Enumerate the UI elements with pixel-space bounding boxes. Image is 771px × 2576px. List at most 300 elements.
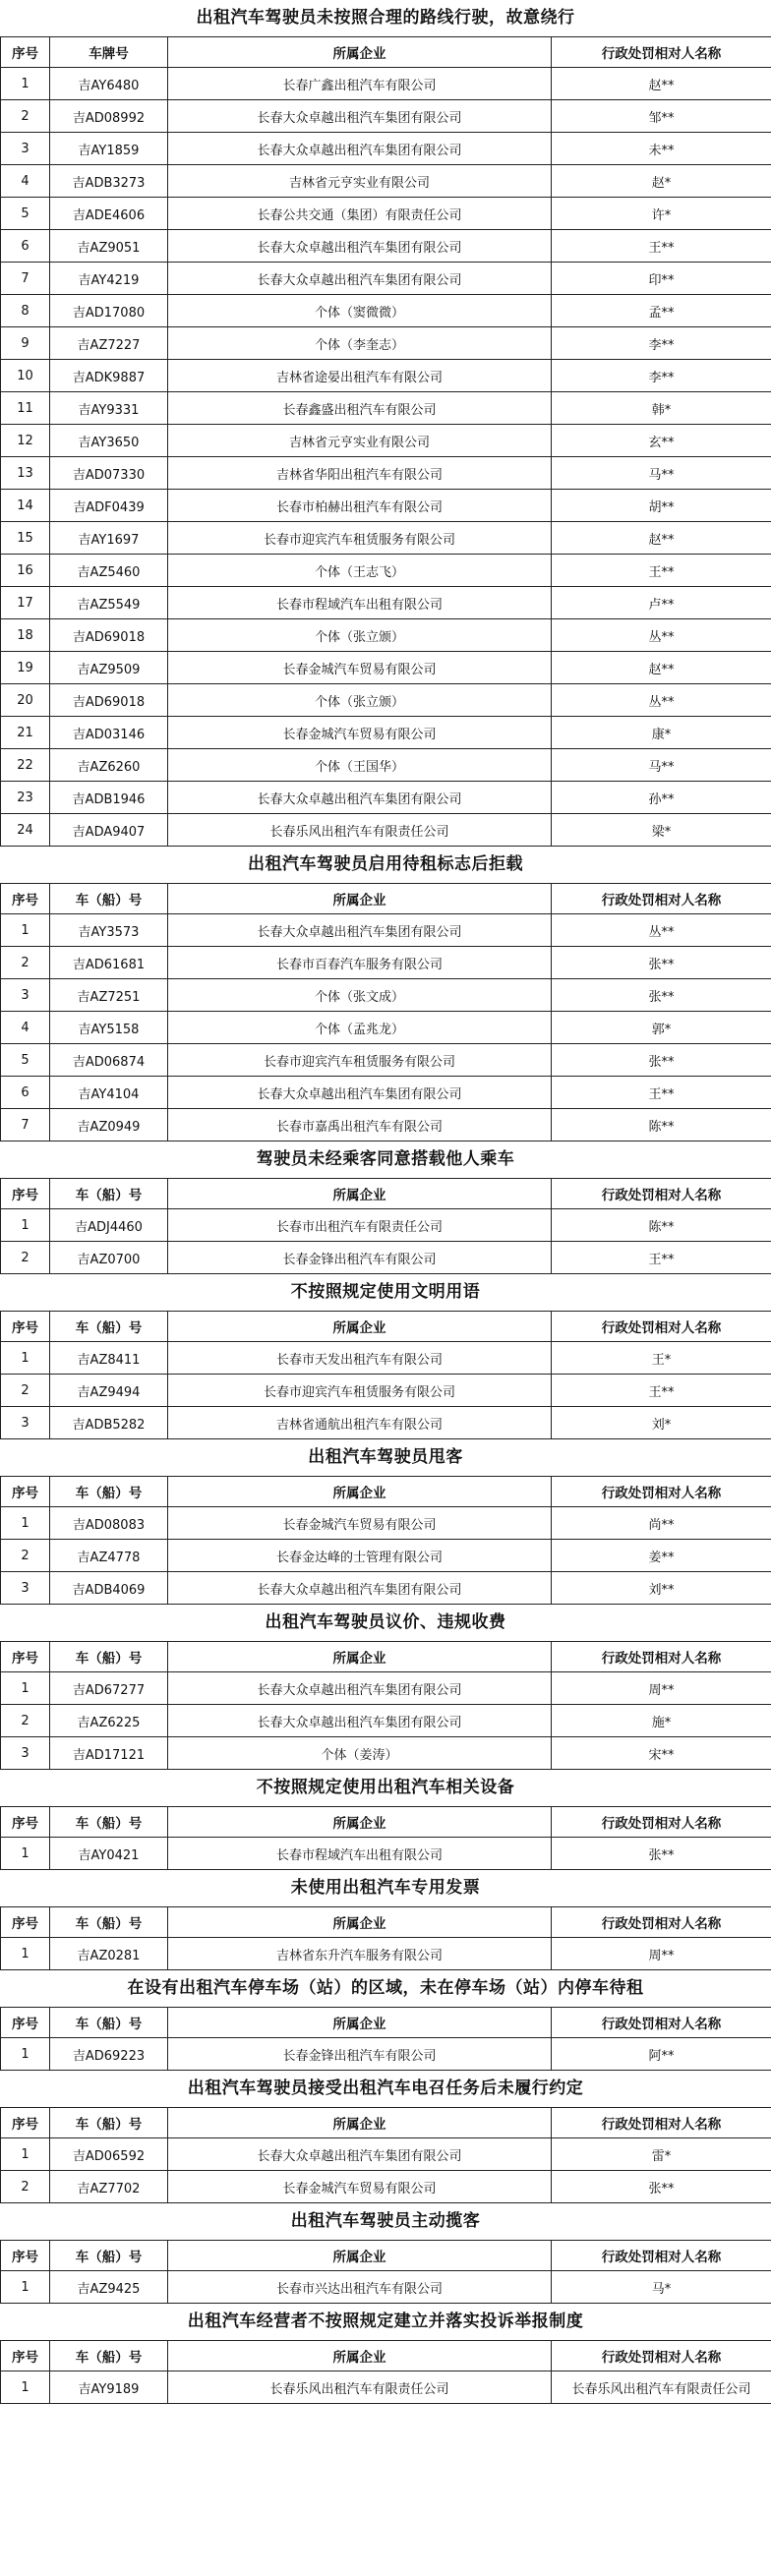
penalty-subject: 赵* [552,165,771,198]
column-header: 行政处罚相对人名称 [552,2341,771,2371]
table-row [1,295,771,327]
table-row [1,749,771,782]
table-row [1,457,771,490]
table-row [1,1737,771,1770]
company-name: 吉林省华阳出租汽车有限公司 [168,457,552,490]
section-8 [0,1870,771,1970]
penalty-subject: 孟** [552,295,771,327]
column-header: 所属企业 [168,1807,552,1838]
row-index: 4 [1,1012,50,1044]
plate-number: 吉AD67277 [50,1672,168,1705]
table-row [1,1242,771,1274]
penalty-subject: 印** [552,263,771,295]
table-row [1,360,771,392]
company-name: 个体（张文成） [168,979,552,1012]
penalty-table [0,1806,771,1870]
penalty-subject: 王** [552,1077,771,1109]
table-row [1,619,771,652]
column-header: 序号 [1,1907,50,1938]
row-index: 12 [1,425,50,457]
table-row [1,100,771,133]
table-row [1,914,771,947]
plate-number: 吉AZ9509 [50,652,168,684]
table-header-row [1,1642,771,1672]
row-index: 10 [1,360,50,392]
row-index: 1 [1,1209,50,1242]
penalty-subject: 雷* [552,2138,771,2171]
table-header-row [1,884,771,914]
company-name: 长春市天发出租汽车有限公司 [168,1342,552,1375]
plate-number: 吉AD06874 [50,1044,168,1077]
plate-number: 吉AZ7702 [50,2171,168,2203]
row-index: 9 [1,327,50,360]
section-12 [0,2304,771,2404]
plate-number: 吉ADK9887 [50,360,168,392]
row-index: 3 [1,1572,50,1605]
table-row [1,814,771,847]
penalty-subject: 刘** [552,1572,771,1605]
company-name: 吉林省途晏出租汽车有限公司 [168,360,552,392]
column-header: 行政处罚相对人名称 [552,2241,771,2271]
plate-number: 吉AD06592 [50,2138,168,2171]
column-header: 车（船）号 [50,1807,168,1838]
plate-number: 吉ADE4606 [50,198,168,230]
row-index: 1 [1,2038,50,2071]
plate-number: 吉AZ5549 [50,587,168,619]
plate-number: 吉AZ7227 [50,327,168,360]
penalty-subject: 玄** [552,425,771,457]
row-index: 4 [1,165,50,198]
table-row [1,1044,771,1077]
plate-number: 吉AY4219 [50,263,168,295]
company-name: 长春市迎宾汽车租赁服务有限公司 [168,1375,552,1407]
column-header: 序号 [1,1312,50,1342]
table-row [1,587,771,619]
company-name: 长春大众卓越出租汽车集团有限公司 [168,2138,552,2171]
company-name: 个体（张立颁） [168,684,552,717]
section-title: 出租汽车驾驶员启用待租标志后拒载 [248,854,523,874]
penalty-subject: 阿** [552,2038,771,2071]
table-header-row [1,2008,771,2038]
column-header: 所属企业 [168,2008,552,2038]
company-name: 个体（王志飞） [168,555,552,587]
section-title: 不按照规定使用出租汽车相关设备 [256,1778,515,1797]
company-name: 长春大众卓越出租汽车集团有限公司 [168,230,552,263]
plate-number: 吉AY3650 [50,425,168,457]
table-row [1,782,771,814]
company-name: 个体（孟兆龙） [168,1012,552,1044]
table-header-row [1,1179,771,1209]
penalty-subject: 丛** [552,619,771,652]
row-index: 6 [1,230,50,263]
column-header: 序号 [1,1642,50,1672]
plate-number: 吉AY0421 [50,1838,168,1870]
penalty-table [0,2340,771,2404]
table-row [1,198,771,230]
table-row [1,1109,771,1142]
row-index: 8 [1,295,50,327]
plate-number: 吉AD08083 [50,1507,168,1540]
column-header: 车（船）号 [50,1179,168,1209]
plate-number: 吉AZ9051 [50,230,168,263]
column-header: 所属企业 [168,2341,552,2371]
company-name: 个体（张立颁） [168,619,552,652]
column-header: 行政处罚相对人名称 [552,1807,771,1838]
table-row [1,327,771,360]
penalty-subject: 陈** [552,1109,771,1142]
plate-number: 吉AZ0949 [50,1109,168,1142]
plate-number: 吉AZ4778 [50,1540,168,1572]
table-row [1,1705,771,1737]
plate-number: 吉AY6480 [50,68,168,100]
company-name: 长春大众卓越出租汽车集团有限公司 [168,1077,552,1109]
plate-number: 吉AD17080 [50,295,168,327]
row-index: 23 [1,782,50,814]
plate-number: 吉AZ0281 [50,1938,168,1970]
company-name: 长春鑫盛出租汽车有限公司 [168,392,552,425]
penalty-subject: 刘* [552,1407,771,1439]
company-name: 长春市迎宾汽车租赁服务有限公司 [168,1044,552,1077]
company-name: 长春市迎宾汽车租赁服务有限公司 [168,522,552,555]
section-5 [0,1439,771,1605]
plate-number: 吉AD07330 [50,457,168,490]
penalty-subject: 尚** [552,1507,771,1540]
penalty-subject: 丛** [552,914,771,947]
table-row [1,2138,771,2171]
column-header: 车（船）号 [50,2341,168,2371]
company-name: 长春市嘉禹出租汽车有限公司 [168,1109,552,1142]
penalty-subject: 张** [552,1044,771,1077]
row-index: 6 [1,1077,50,1109]
column-header: 行政处罚相对人名称 [552,884,771,914]
plate-number: 吉ADF0439 [50,490,168,522]
company-name: 长春大众卓越出租汽车集团有限公司 [168,1705,552,1737]
company-name: 长春市柏赫出租汽车有限公司 [168,490,552,522]
table-row [1,979,771,1012]
plate-number: 吉ADJ4460 [50,1209,168,1242]
company-name: 长春金锋出租汽车有限公司 [168,1242,552,1274]
column-header: 行政处罚相对人名称 [552,1312,771,1342]
penalty-subject: 韩* [552,392,771,425]
row-index: 19 [1,652,50,684]
penalty-subject: 王** [552,230,771,263]
table-row [1,1572,771,1605]
column-header: 所属企业 [168,1179,552,1209]
row-index: 1 [1,1838,50,1870]
penalty-subject: 赵** [552,68,771,100]
plate-number: 吉AY3573 [50,914,168,947]
section-title: 出租汽车驾驶员未按照合理的路线行驶，故意绕行 [196,8,575,28]
row-index: 7 [1,263,50,295]
penalty-subject: 王** [552,1375,771,1407]
table-row [1,522,771,555]
row-index: 22 [1,749,50,782]
penalty-subject: 周** [552,1938,771,1970]
column-header: 行政处罚相对人名称 [552,1907,771,1938]
row-index: 15 [1,522,50,555]
table-row [1,2038,771,2071]
company-name: 长春大众卓越出租汽车集团有限公司 [168,1672,552,1705]
row-index: 1 [1,1938,50,1970]
penalty-table [0,1178,771,1274]
penalty-table [0,1476,771,1605]
column-header: 序号 [1,2341,50,2371]
company-name: 长春市兴达出租汽车有限公司 [168,2271,552,2304]
row-index: 2 [1,100,50,133]
penalty-subject: 郭* [552,1012,771,1044]
company-name: 长春大众卓越出租汽车集团有限公司 [168,100,552,133]
row-index: 7 [1,1109,50,1142]
penalty-subject: 许* [552,198,771,230]
penalty-subject: 施* [552,1705,771,1737]
penalty-subject: 未** [552,133,771,165]
penalty-subject: 长春乐风出租汽车有限责任公司 [552,2371,771,2404]
penalty-subject: 梁* [552,814,771,847]
row-index: 3 [1,1737,50,1770]
penalty-subject: 宋** [552,1737,771,1770]
section-6 [0,1605,771,1770]
column-header: 车（船）号 [50,1312,168,1342]
table-row [1,1672,771,1705]
table-row [1,947,771,979]
section-2 [0,847,771,1142]
penalty-subject: 孙** [552,782,771,814]
penalty-table [0,36,771,847]
row-index: 20 [1,684,50,717]
table-header-row [1,2108,771,2138]
plate-number: 吉AZ5460 [50,555,168,587]
penalty-subject: 王* [552,1342,771,1375]
column-header: 车（船）号 [50,1477,168,1507]
company-name: 长春金城汽车贸易有限公司 [168,652,552,684]
column-header: 行政处罚相对人名称 [552,1642,771,1672]
table-row [1,230,771,263]
column-header: 所属企业 [168,1312,552,1342]
table-row [1,68,771,100]
table-header-row [1,1807,771,1838]
plate-number: 吉AZ6225 [50,1705,168,1737]
plate-number: 吉AY5158 [50,1012,168,1044]
table-row [1,133,771,165]
company-name: 长春大众卓越出租汽车集团有限公司 [168,782,552,814]
company-name: 个体（王国华） [168,749,552,782]
table-header-row [1,1312,771,1342]
company-name: 长春乐风出租汽车有限责任公司 [168,814,552,847]
table-header-row [1,2341,771,2371]
company-name: 长春市程域汽车出租有限公司 [168,1838,552,1870]
row-index: 16 [1,555,50,587]
column-header: 行政处罚相对人名称 [552,1179,771,1209]
section-7 [0,1770,771,1870]
row-index: 5 [1,1044,50,1077]
column-header: 车（船）号 [50,2108,168,2138]
plate-number: 吉AD69018 [50,619,168,652]
table-row [1,425,771,457]
company-name: 长春金达峰的士管理有限公司 [168,1540,552,1572]
row-index: 18 [1,619,50,652]
penalty-subject: 胡** [552,490,771,522]
company-name: 长春金城汽车贸易有限公司 [168,2171,552,2203]
row-index: 1 [1,1507,50,1540]
penalty-subject: 张** [552,2171,771,2203]
penalty-subject: 张** [552,979,771,1012]
table-row [1,717,771,749]
company-name: 长春市程域汽车出租有限公司 [168,587,552,619]
penalty-table [0,2240,771,2304]
penalty-table [0,1641,771,1770]
company-name: 长春市百春汽车服务有限公司 [168,947,552,979]
section-title: 在设有出租汽车停车场（站）的区域，未在停车场（站）内停车待租 [127,1978,644,1998]
row-index: 2 [1,947,50,979]
plate-number: 吉AD03146 [50,717,168,749]
penalty-table [0,1311,771,1439]
row-index: 3 [1,133,50,165]
table-row [1,2271,771,2304]
company-name: 吉林省元亨实业有限公司 [168,425,552,457]
plate-number: 吉AD17121 [50,1737,168,1770]
plate-number: 吉AZ7251 [50,979,168,1012]
column-header: 序号 [1,1807,50,1838]
plate-number: 吉AY9189 [50,2371,168,2404]
plate-number: 吉AY1859 [50,133,168,165]
row-index: 11 [1,392,50,425]
plate-number: 吉AD08992 [50,100,168,133]
penalty-subject: 马** [552,749,771,782]
column-header: 所属企业 [168,2108,552,2138]
penalty-subject: 马** [552,457,771,490]
plate-number: 吉AZ0700 [50,1242,168,1274]
penalty-subject: 邹** [552,100,771,133]
company-name: 长春乐风出租汽车有限责任公司 [168,2371,552,2404]
penalty-subject: 李** [552,360,771,392]
table-header-row [1,37,771,68]
row-index: 3 [1,1407,50,1439]
column-header: 行政处罚相对人名称 [552,2008,771,2038]
column-header: 车（船）号 [50,2008,168,2038]
company-name: 长春金城汽车贸易有限公司 [168,1507,552,1540]
row-index: 5 [1,198,50,230]
column-header: 所属企业 [168,884,552,914]
company-name: 长春大众卓越出租汽车集团有限公司 [168,914,552,947]
row-index: 17 [1,587,50,619]
plate-number: 吉ADB4069 [50,1572,168,1605]
column-header: 所属企业 [168,37,552,68]
table-header-row [1,2241,771,2271]
company-name: 吉林省通航出租汽车有限公司 [168,1407,552,1439]
row-index: 14 [1,490,50,522]
plate-number: 吉ADB3273 [50,165,168,198]
plate-number: 吉AY1697 [50,522,168,555]
penalty-subject: 马* [552,2271,771,2304]
row-index: 1 [1,1672,50,1705]
column-header: 序号 [1,2008,50,2038]
table-header-row [1,1477,771,1507]
company-name: 长春金锋出租汽车有限公司 [168,2038,552,2071]
row-index: 24 [1,814,50,847]
column-header: 车（船）号 [50,1907,168,1938]
column-header: 序号 [1,1179,50,1209]
row-index: 21 [1,717,50,749]
column-header: 车牌号 [50,37,168,68]
row-index: 1 [1,2371,50,2404]
section-title: 出租汽车经营者不按照规定建立并落实投诉举报制度 [187,2312,584,2331]
penalty-subject: 赵** [552,522,771,555]
company-name: 个体（李奎志） [168,327,552,360]
section-title: 驾驶员未经乘客同意搭载他人乘车 [256,1149,515,1169]
section-title: 出租汽车驾驶员甩客 [308,1447,463,1467]
column-header: 所属企业 [168,1477,552,1507]
penalty-subject: 姜** [552,1540,771,1572]
penalty-subject: 丛** [552,684,771,717]
penalty-subject: 康* [552,717,771,749]
penalty-subject: 张** [552,947,771,979]
company-name: 长春广鑫出租汽车有限公司 [168,68,552,100]
penalty-table [0,2007,771,2071]
penalty-subject: 张** [552,1838,771,1870]
plate-number: 吉AY4104 [50,1077,168,1109]
table-row [1,1838,771,1870]
row-index: 1 [1,68,50,100]
penalty-subject: 周** [552,1672,771,1705]
column-header: 序号 [1,884,50,914]
penalty-subject: 王** [552,1242,771,1274]
section-11 [0,2203,771,2304]
penalty-subject: 卢** [552,587,771,619]
row-index: 2 [1,1540,50,1572]
column-header: 车（船）号 [50,1642,168,1672]
column-header: 所属企业 [168,2241,552,2271]
section-4 [0,1274,771,1439]
plate-number: 吉AD69223 [50,2038,168,2071]
penalty-subject: 陈** [552,1209,771,1242]
table-row [1,1375,771,1407]
company-name: 长春公共交通（集团）有限责任公司 [168,198,552,230]
row-index: 1 [1,1342,50,1375]
table-row [1,392,771,425]
company-name: 吉林省元亨实业有限公司 [168,165,552,198]
company-name: 个体（姜涛） [168,1737,552,1770]
company-name: 长春金城汽车贸易有限公司 [168,717,552,749]
section-title: 不按照规定使用文明用语 [290,1282,481,1302]
row-index: 13 [1,457,50,490]
plate-number: 吉AD61681 [50,947,168,979]
table-row [1,165,771,198]
company-name: 长春市出租汽车有限责任公司 [168,1209,552,1242]
plate-number: 吉ADB1946 [50,782,168,814]
row-index: 3 [1,979,50,1012]
table-row [1,1938,771,1970]
column-header: 行政处罚相对人名称 [552,1477,771,1507]
penalty-subject: 赵** [552,652,771,684]
column-header: 序号 [1,2108,50,2138]
section-1 [0,0,771,847]
table-row [1,2371,771,2404]
row-index: 1 [1,914,50,947]
section-3 [0,1142,771,1274]
company-name: 长春大众卓越出租汽车集团有限公司 [168,133,552,165]
row-index: 2 [1,1375,50,1407]
penalty-subject: 王** [552,555,771,587]
column-header: 序号 [1,2241,50,2271]
table-row [1,490,771,522]
column-header: 序号 [1,37,50,68]
penalty-subject: 李** [552,327,771,360]
row-index: 2 [1,1705,50,1737]
table-row [1,2171,771,2203]
table-row [1,1077,771,1109]
plate-number: 吉AZ9494 [50,1375,168,1407]
table-row [1,1507,771,1540]
